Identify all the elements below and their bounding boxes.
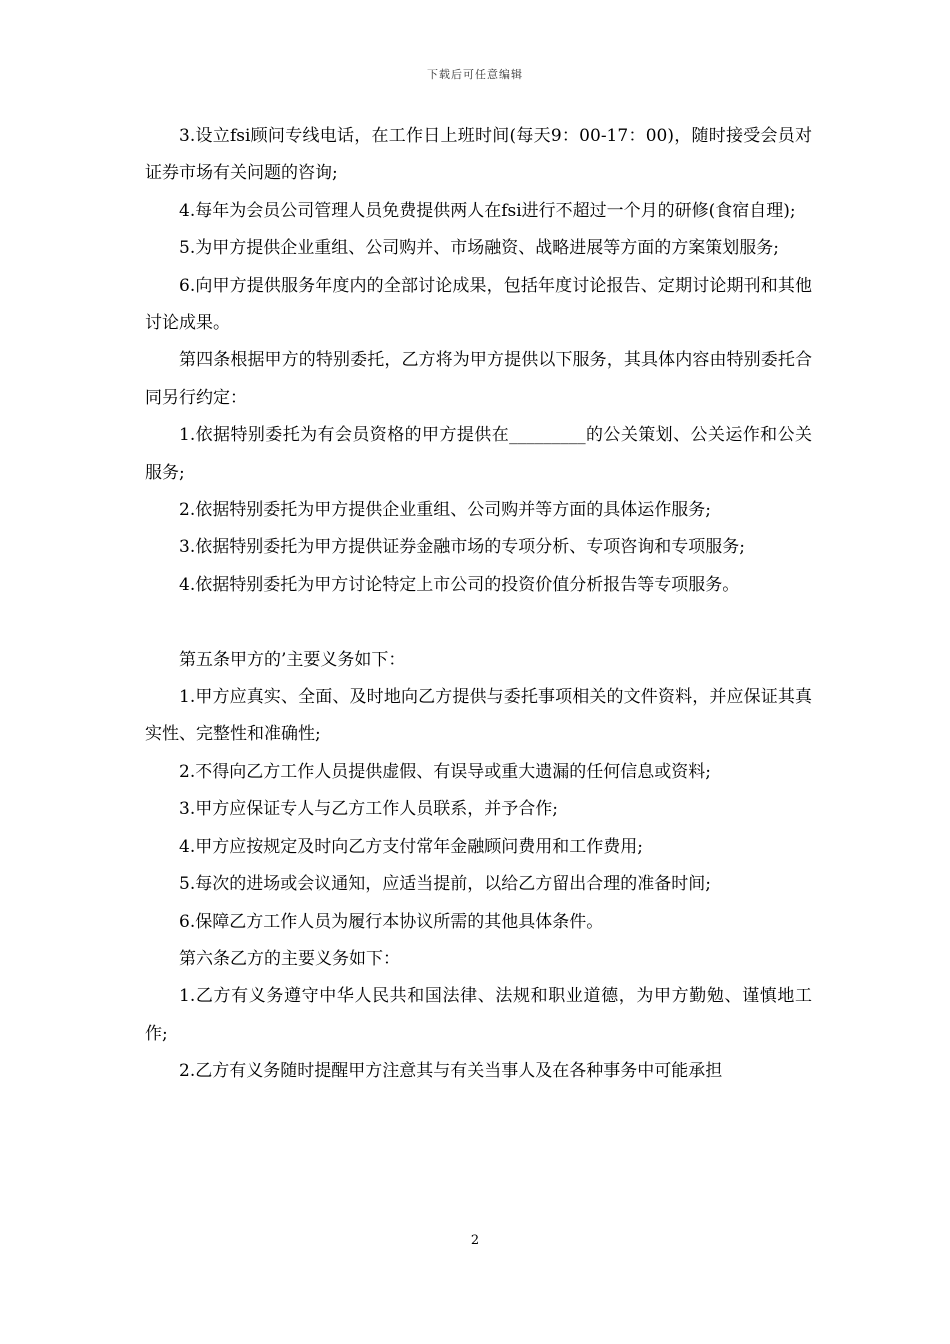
blank-line	[145, 604, 812, 641]
paragraph-party-a-duty-5: 5.每次的进场或会议通知，应适当提前，以给乙方留出合理的准备时间;	[179, 874, 711, 895]
paragraph-party-b-duty-1: 1.乙方有义务遵守中华人民共和国法律、法规和职业道德，为甲方勤勉、谨慎地工作;	[145, 986, 812, 1044]
page-number: 2	[470, 1233, 480, 1248]
paragraph-special-analysis: 3.依据特别委托为甲方提供证券金融市场的专项分析、专项咨询和专项服务;	[179, 537, 745, 558]
paragraph-party-a-duty-6: 6.保障乙方工作人员为履行本协议所需的其他具体条件。	[179, 911, 604, 932]
paragraph-party-b-duty-2: 2.乙方有义务随时提醒甲方注意其与有关当事人及在各种事务中可能承担	[179, 1061, 723, 1082]
paragraph-party-a-duty-1: 1.甲方应真实、全面、及时地向乙方提供与委托事项相关的文件资料，并应保证其真实性、完整性和准确性;	[145, 687, 812, 745]
paragraph-party-a-duty-4: 4.甲方应按规定及时向乙方支付常年金融顾问费用和工作费用;	[179, 836, 643, 857]
paragraph-training: 4.每年为会员公司管理人员免费提供两人在fsi进行不超过一个月的研修(食宿自理);	[179, 200, 796, 221]
paragraph-party-a-duty-3: 3.甲方应保证专人与乙方工作人员联系，并予合作;	[179, 799, 558, 820]
paragraph-fsi-hotline: 3.设立fsi顾问专线电话，在工作日上班时间(每天9：00-17：00)，随时接受会员对证券市场有关问题的咨询;	[145, 126, 812, 184]
paragraph-planning-service: 5.为甲方提供企业重组、公司购并、市场融资、战略进展等方面的方案策划服务;	[179, 238, 779, 259]
paragraph-research-results: 6.向甲方提供服务年度内的全部讨论成果，包括年度讨论报告、定期讨论期刊和其他讨论成果。	[145, 275, 812, 334]
paragraph-special-valuation: 4.依据特别委托为甲方讨论特定上市公司的投资价值分析报告等专项服务。	[179, 574, 740, 595]
paragraph-special-restructuring: 2.依据特别委托为甲方提供企业重组、公司购并等方面的具体运作服务;	[179, 500, 711, 521]
paragraph-party-a-duty-2: 2.不得向乙方工作人员提供虚假、有误导或重大遗漏的任何信息或资料;	[179, 761, 711, 782]
paragraph-article-4: 第四条根据甲方的特别委托，乙方将为甲方提供以下服务，其具体内容由特别委托合同另行约定：	[145, 350, 812, 408]
paragraph-article-5: 第五条甲方的’主要义务如下：	[179, 649, 406, 670]
header-note: 下载后可任意编辑	[427, 68, 523, 81]
paragraph-article-6: 第六条乙方的主要义务如下：	[179, 948, 400, 969]
paragraph-special-pr: 1.依据特别委托为有会员资格的甲方提供在_________的公关策划、公关运作和公关服务;	[145, 425, 812, 483]
document-body	[145, 118, 812, 1091]
